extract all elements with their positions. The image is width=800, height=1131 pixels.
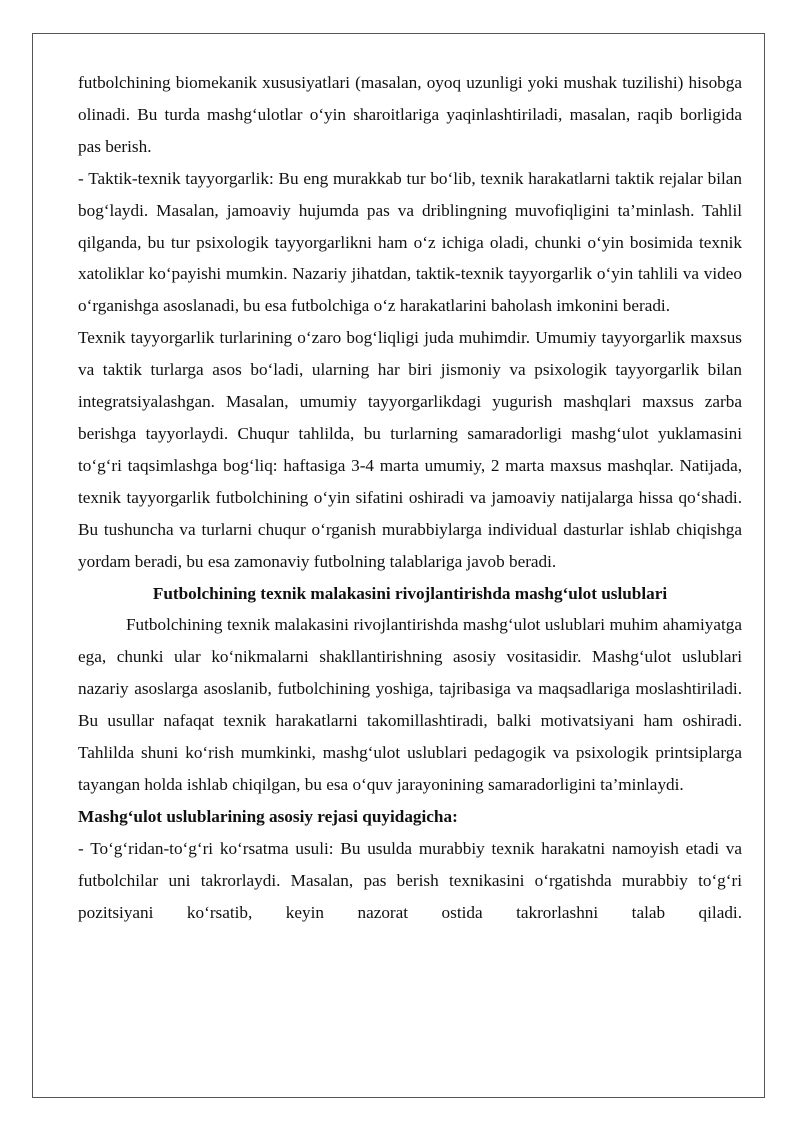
paragraph-training-methods: Futbolchining texnik malakasini rivojlantirishda mashg‘ulot uslublari muhim ahamiyatga ega, chunki ular ko‘nikmalarni shakllantirishning asosiy vositasidir. Mashg‘ulot uslublari nazariy asoslarga asoslanib, futbolchining yoshiga, tajribasiga va maqsadlariga moslashtiriladi. Bu usullar nafaqat texnik harakatlarni takomillashtiradi, balki motivatsiyani ham oshiradi. Tahlilda shuni ko‘rish mumkinki, mashg‘ulot uslublari pedagogik va psixologik printsiplarga tayangan holda ishlab chiqilgan, bu esa o‘quv jarayonining samaradorligini ta’minlaydi. xyxy=(78,615,742,794)
paragraph-interrelation: Texnik tayyorgarlik turlarining o‘zaro bog‘liqligi juda muhimdir. Umumiy tayyorgarlik maxsus va taktik turlarga asos bo‘ladi, ularning har biri jismoniy va psixologik tayyorgarlik bilan integratsiyalashgan. Masalan, umumiy tayyorgarlikdagi yugurish mashqlari maxsus zarba berishga tayyorlaydi. Chuqur tahlilda, bu turlarning samaradorligi mashg‘ulot yuklamasini to‘g‘ri taqsimlashga bog‘liq: haftasiga 3-4 marta umumiy, 2 marta maxsus mashqlar. Natijada, texnik tayyorgarlik futbolchining o‘yin sifatini oshiradi va jamoaviy natijalarga hissa qo‘shadi. Bu tushuncha va turlarni chuqur o‘rganish murabbiylarga individual dasturlar ishlab chiqishga yordam beradi, bu esa zamonaviy futbolning talablariga javob beradi. xyxy=(78,328,742,571)
paragraph-direct-instruction: - To‘g‘ridan-to‘g‘ri ko‘rsatma usuli: Bu usulda murabbiy texnik harakatni namoyish etadi va futbolchilar uni takrorlaydi. Masalan, pas berish texnikasini o‘rgatishda murabbiy to‘g‘ri pozitsiyani ko‘rsatib, keyin nazorat ostida takrorlashni talab qiladi. xyxy=(78,838,742,922)
paragraph-biomechanics: futbolchining biomekanik xususiyatlari (masalan, oyoq uzunligi yoki mushak tuzilishi) hisobga olinadi. Bu turda mashg‘ulotlar o‘yin sharoitlariga yaqinlashtiriladi, masalan, raqib borligida pas berish. xyxy=(78,73,742,156)
section-heading: Futbolchining texnik malakasini rivojlantirishda mashg‘ulot uslublari xyxy=(152,583,668,603)
plan-heading: Mashg‘ulot uslublarining asosiy rejasi quyidagicha: xyxy=(78,806,458,826)
paragraph-tactical-technical: - Taktik-texnik tayyorgarlik: Bu eng murakkab tur bo‘lib, texnik harakatlarni taktik rejalar bilan bog‘laydi. Masalan, jamoaviy hujumda pas va driblingning muvofiqligini ta’minlash. Tahlil qilganda, bu tur psixologik tayyorgarlikni ham o‘z ichiga oladi, chunki o‘yin bosimida texnik xatoliklar ko‘payishi mumkin. Nazariy jihatdan, taktik-texnik tayyorgarlik o‘yin tahlili va video o‘rganishga asoslanadi, bu esa futbolchiga o‘z harakatlarini baholash imkonini beradi. xyxy=(78,168,742,316)
document-body xyxy=(78,67,742,928)
